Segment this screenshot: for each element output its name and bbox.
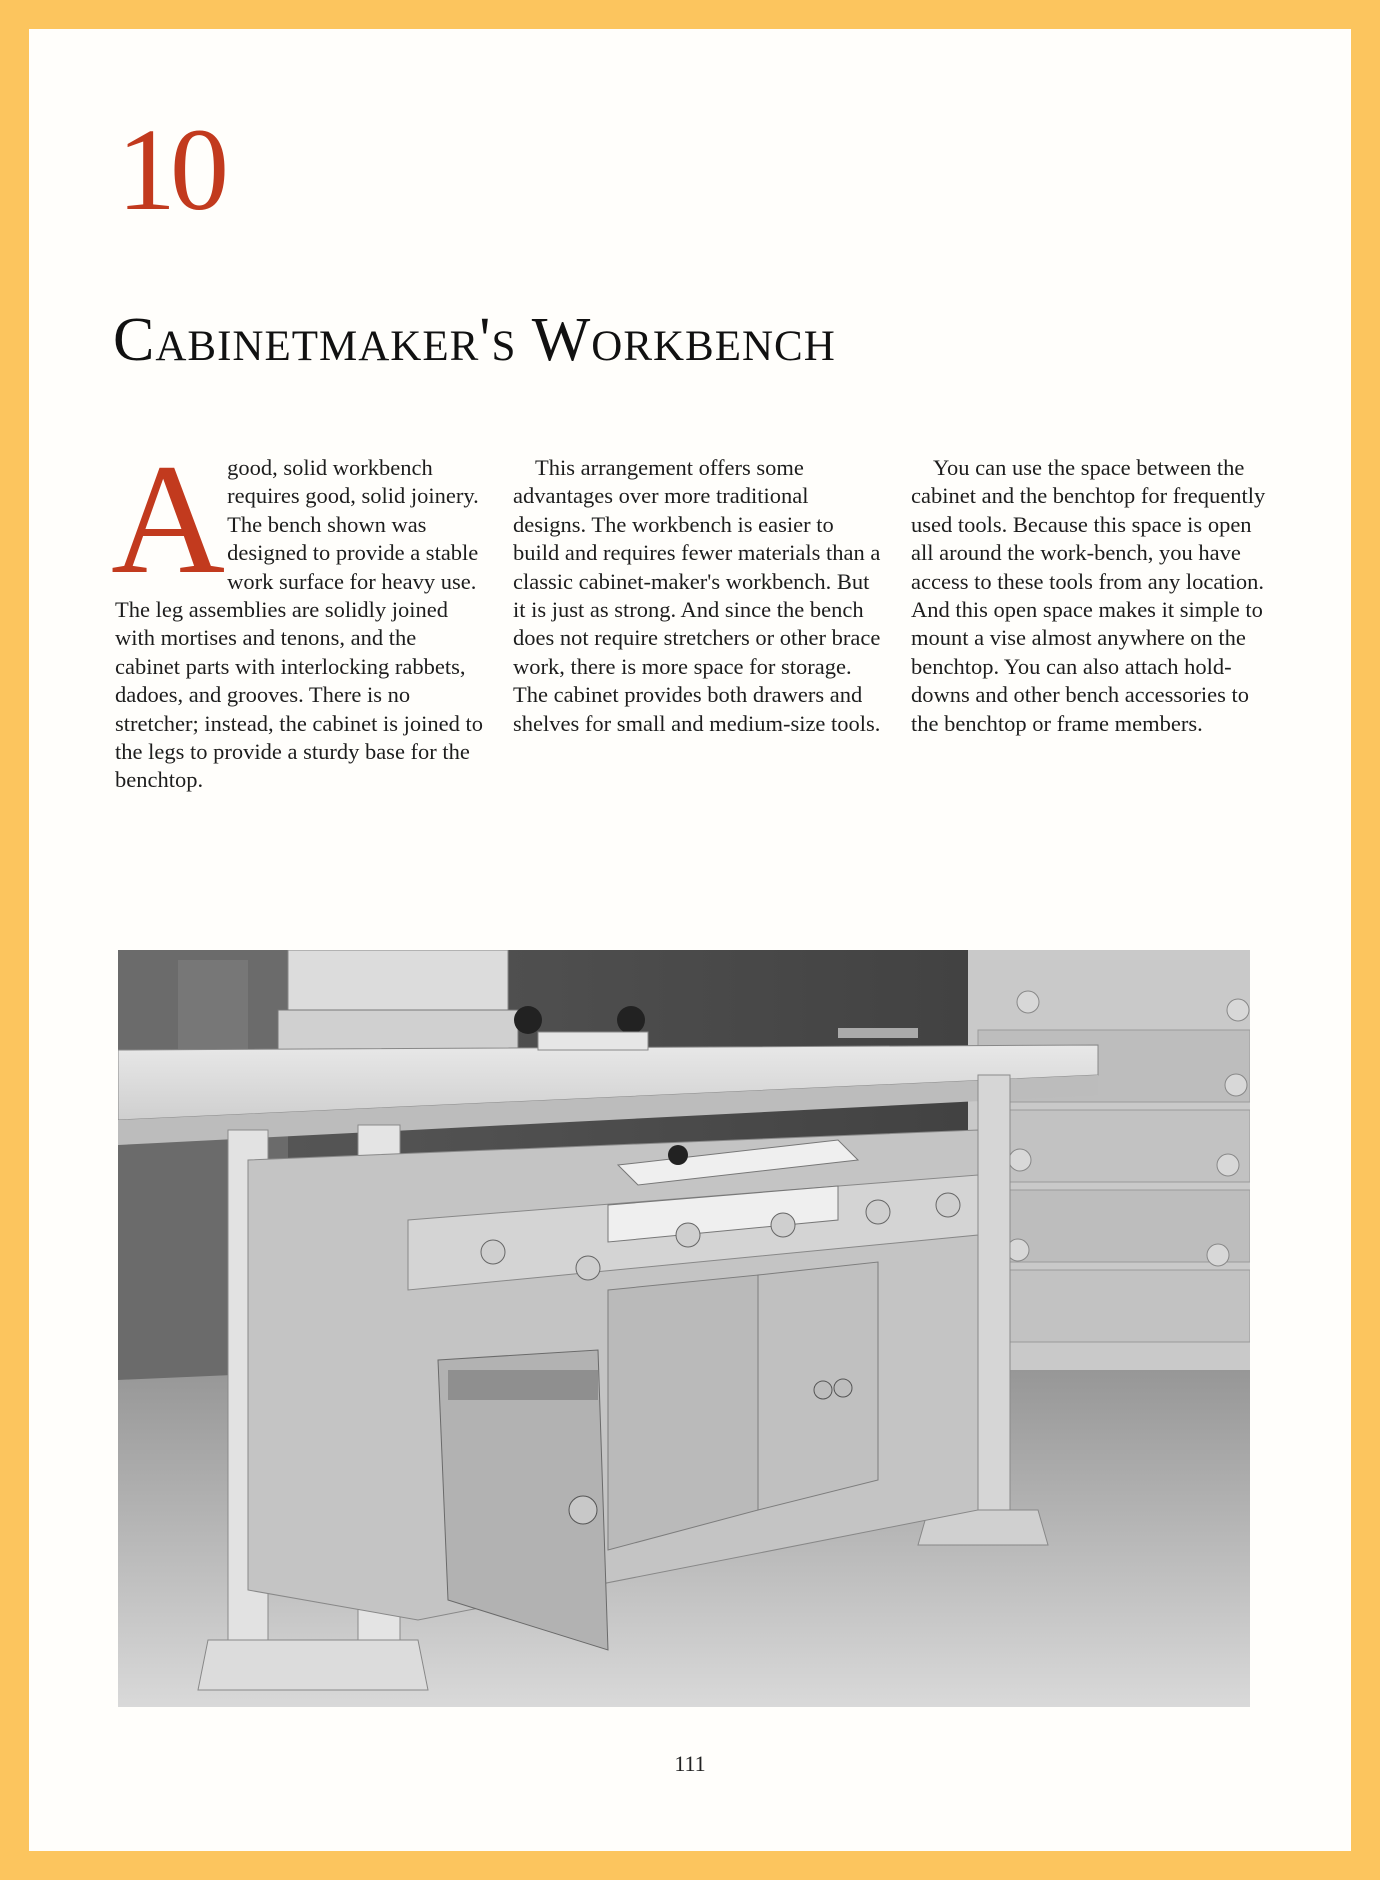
- page-number: 111: [674, 1751, 706, 1776]
- paragraph-1-text: good, solid workbench requires good, solid joinery. The bench shown was designed to provide a stable work surface for heavy use. The leg assemblies are solidly joined with mortises and tenons, and the cabinet parts with interlocking rabbets, dadoes, and grooves. There is no stretcher; instead, the cabinet is joined to the legs to provide a sturdy base for the benchtop.: [115, 455, 484, 793]
- paragraph-2: This arrangement offers some advantages over more traditional designs. The workbench is easier to build and requires fewer materials than a classic cabinet-maker's workbench. But it is just as strong. And since the bench does not require stretchers or other brace work, there is more space for storage. The cabinet provides both drawers and shelves for small and medium-size tools.: [513, 455, 881, 736]
- text-column-1: [111, 432, 484, 795]
- workbench-photo: [118, 950, 1250, 1707]
- paragraph-3: You can use the space between the cabinet and the benchtop for frequently used tools. Because this space is open all around the work-bench, you have access to these tools from any location. And this open space makes it simple to mount a vise almost anywhere on the benchtop. You can also attach hold-downs and other bench accessories to the benchtop or frame members.: [911, 455, 1266, 736]
- chapter-number: 10: [117, 104, 223, 235]
- intro-text: [111, 432, 1305, 924]
- text-column-3: [911, 454, 1279, 738]
- chapter-title: Cabinetmaker's Workbench: [113, 306, 836, 374]
- text-column-2: [513, 454, 881, 738]
- drop-cap: A: [111, 432, 226, 607]
- paragraph-1: [111, 432, 484, 795]
- book-page: [29, 29, 1351, 1851]
